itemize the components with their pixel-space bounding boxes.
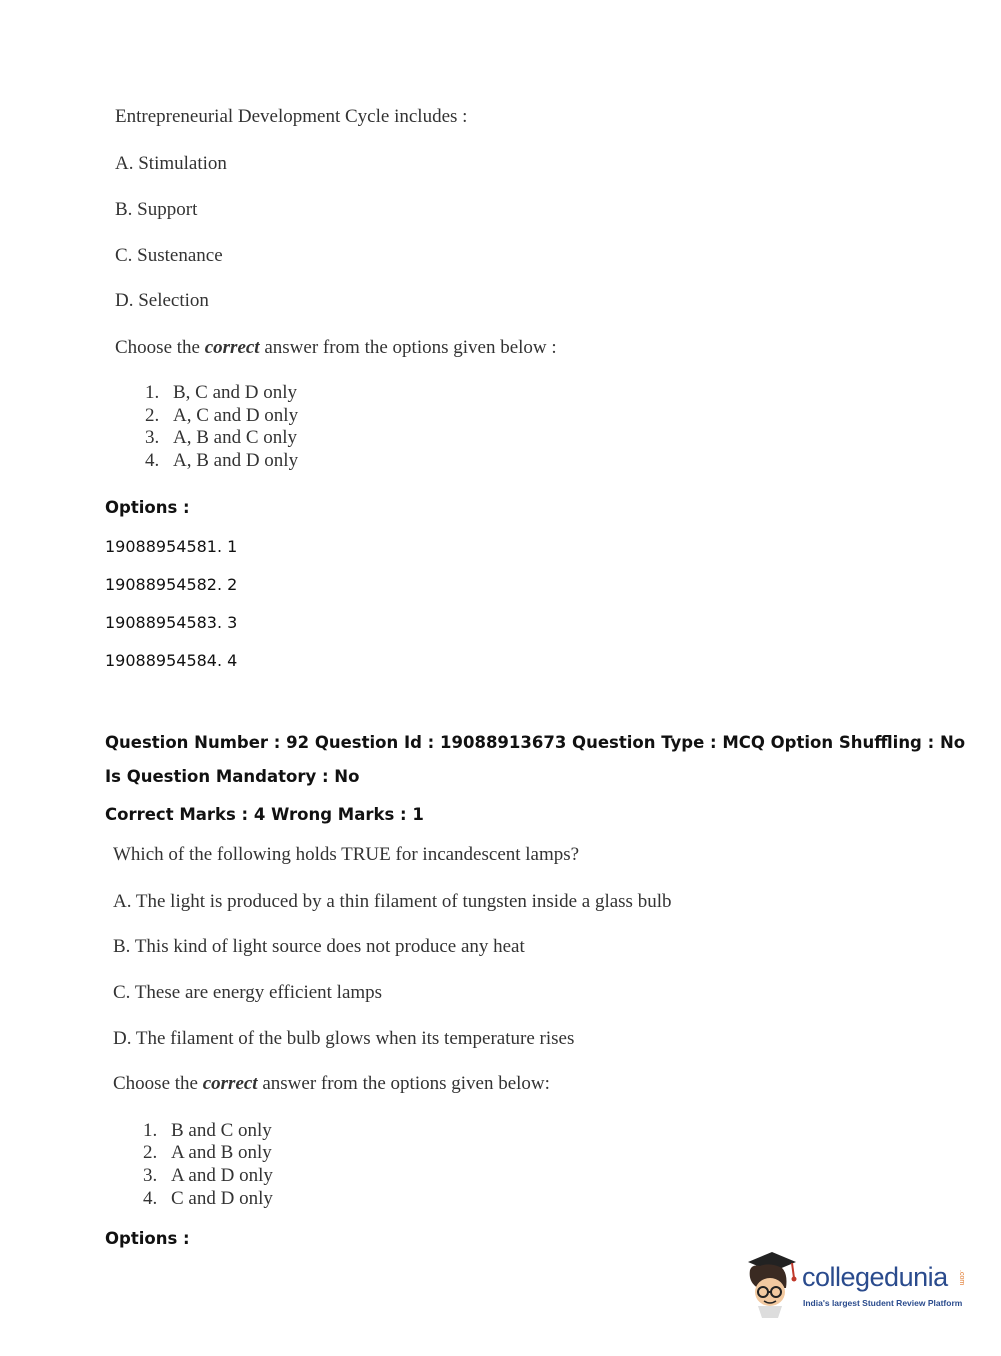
q2-statement-b: B. This kind of light source does not produce any heat — [113, 936, 525, 957]
q2-list-item: 1. B and C only — [143, 1120, 272, 1141]
mascot-icon — [742, 1248, 802, 1320]
q1-list-item: 1. B, C and D only — [145, 382, 298, 403]
q1-option: 19088954581. 1 — [105, 537, 238, 556]
q2-meta-line: Question Number : 92 Question Id : 19088913673 Question Type : MCQ Option Shuffling : No — [105, 733, 966, 752]
q1-statement-c: C. Sustenance — [115, 245, 223, 266]
q1-choose-instruction: Choose the correct answer from the options given below : — [115, 337, 557, 358]
logo-wordmark: collegedunia — [802, 1262, 948, 1292]
q1-statement-b: B. Support — [115, 199, 198, 220]
q2-list-item: 2. A and B only — [143, 1142, 272, 1163]
q1-option: 19088954582. 2 — [105, 575, 238, 594]
q2-options-label: Options : — [105, 1229, 190, 1248]
q1-option: 19088954583. 3 — [105, 613, 238, 632]
q1-statement-a: A. Stimulation — [115, 153, 227, 174]
q1-list-item: 3. A, B and C only — [145, 427, 298, 448]
q1-option: 19088954584. 4 — [105, 651, 238, 670]
q1-options-label: Options : — [105, 498, 190, 517]
q2-choose-instruction: Choose the correct answer from the options given below: — [113, 1073, 550, 1094]
q1-list-item: 2. A, C and D only — [145, 405, 299, 426]
q2-list-item: 4. C and D only — [143, 1188, 273, 1209]
collegedunia-logo — [742, 1248, 982, 1320]
q2-marks: Correct Marks : 4 Wrong Marks : 1 — [105, 805, 424, 824]
q2-stem: Which of the following holds TRUE for incandescent lamps? — [113, 844, 580, 865]
q2-statement-c: C. These are energy efficient lamps — [113, 982, 383, 1003]
q2-mandatory: Is Question Mandatory : No — [105, 767, 360, 786]
q1-list-item: 4. A, B and D only — [145, 450, 299, 471]
q1-statement-d: D. Selection — [115, 290, 209, 311]
logo-tagline: India's largest Student Review Platform — [803, 1298, 963, 1308]
logo-com: .com — [958, 1270, 965, 1286]
q1-stem: Entrepreneurial Development Cycle includes : — [115, 106, 468, 127]
q2-list-item: 3. A and D only — [143, 1165, 273, 1186]
q2-statement-d: D. The filament of the bulb glows when its temperature rises — [113, 1028, 575, 1049]
q2-statement-a: A. The light is produced by a thin filament of tungsten inside a glass bulb — [113, 891, 672, 912]
